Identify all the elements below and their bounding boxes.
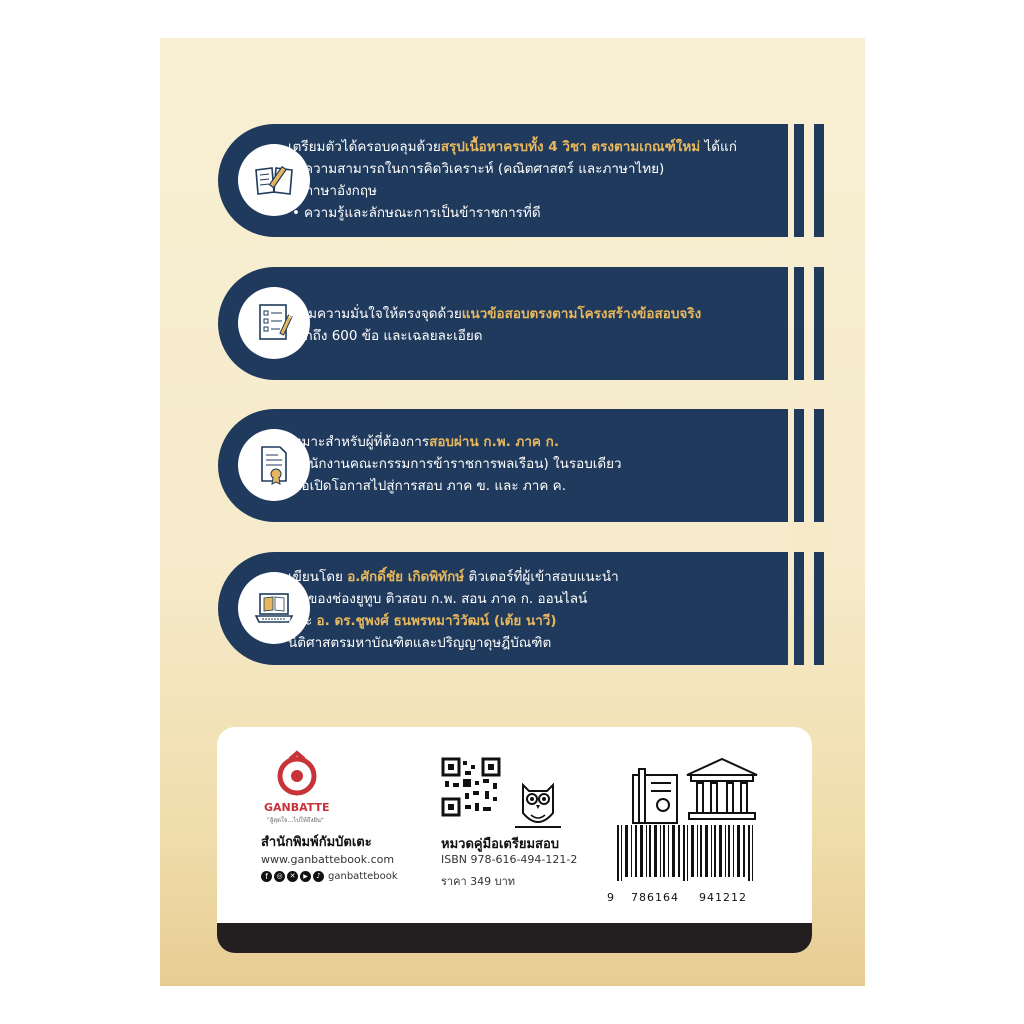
facebook-icon[interactable]: f xyxy=(261,871,272,882)
logo-text: GANBATTE xyxy=(264,801,330,814)
banner-4-text: เขียนโดย xyxy=(288,569,348,585)
banner-1-intro xyxy=(288,136,737,158)
banner-2-line-2: มากถึง 600 ข้อ และเฉลยละเอียด xyxy=(288,328,483,344)
bottom-bar xyxy=(217,923,812,953)
tiktok-icon[interactable]: ♪ xyxy=(313,871,324,882)
feature-banner-target xyxy=(218,409,788,522)
stripe-gap-mask xyxy=(790,522,830,552)
qr-code xyxy=(441,757,501,817)
bullet-item: • ภาษาอังกฤษ xyxy=(288,180,737,202)
banner-1-intro-suffix: ได้แก่ xyxy=(700,139,737,155)
book-category: หมวดคู่มือเตรียมสอบ xyxy=(441,837,560,852)
banner-3-text: เหมาะสำหรับผู้ที่ต้องการ xyxy=(288,434,430,450)
banner-4-line-3 xyxy=(288,610,619,632)
publisher-info-panel xyxy=(217,727,812,953)
stripe-gap-mask xyxy=(790,237,830,267)
feature-banner-content xyxy=(218,124,788,237)
publisher-website[interactable]: www.ganbattebook.com xyxy=(261,853,395,866)
banner-4-suffix: ติวเตอร์ที่ผู้เข้าสอบแนะนำ xyxy=(464,569,619,585)
banner-2-highlight: แนวข้อสอบตรงตามโครงสร้างข้อสอบจริง xyxy=(461,306,702,322)
youtube-icon[interactable]: ▶ xyxy=(300,871,311,882)
banner-1-highlight: สรุปเนื้อหาครบทั้ง 4 วิชา ตรงตามเกณฑ์ใหม่ xyxy=(440,139,701,155)
barcode-digits-right: 941212 xyxy=(699,891,747,904)
banner-2-line-1 xyxy=(288,303,701,325)
banner-2-text: เสริมความมั่นใจให้ตรงจุดด้วย xyxy=(288,306,462,322)
banner-3-line-2: (สำนักงานคณะกรรมการข้าราชการพลเรือน) ในรอบเดียว xyxy=(288,456,622,472)
banner-4-line-2: เจ้าของช่องยูทูบ ติวสอบ ก.พ. สอน ภาค ก. ออนไลน์ xyxy=(288,591,588,607)
barcode-digit-lead: 9 xyxy=(607,891,614,904)
bullet-item: • ความรู้และลักษณะการเป็นข้าราชการที่ดี xyxy=(288,202,737,224)
publisher-name: สำนักพิมพ์กัมบัตเตะ xyxy=(261,835,372,850)
price: ราคา 349 บาท xyxy=(441,875,516,888)
author-2-name: อ. ดร.ชูพงศ์ ธนพรหมาวิวัฒน์ (เต้ย นาวี) xyxy=(316,613,557,629)
bullet-item: • ความสามารถในการคิดวิเคราะห์ (คณิตศาสตร์ และภาษาไทย) xyxy=(288,158,737,180)
social-icons xyxy=(261,871,398,882)
banner-1-intro-text: เตรียมตัวได้ครอบคลุมด้วย xyxy=(288,139,441,155)
feature-banner-authors xyxy=(218,552,788,665)
logo-tagline: "สู้สุดใจ...ไปให้ถึงฝัน" xyxy=(267,817,324,824)
banner-4-line-4: นิติศาสตรมหาบัณฑิตและปริญญาดุษฎีบัณฑิต xyxy=(288,635,552,651)
barcode-illustration xyxy=(605,753,775,893)
banner-3-line-3: เพื่อเปิดโอกาสไปสู่การสอบ ภาค ข. และ ภาค ค. xyxy=(288,478,566,494)
barcode-digits-left: 786164 xyxy=(631,891,679,904)
stripe-gap-mask xyxy=(790,380,830,409)
x-icon[interactable]: ✕ xyxy=(287,871,298,882)
banner-3-line-1 xyxy=(288,431,622,453)
isbn: ISBN 978-616-494-121-2 xyxy=(441,853,578,866)
publisher-logo xyxy=(272,749,332,809)
instagram-icon[interactable]: ◎ xyxy=(274,871,285,882)
author-1-name: อ.ศักดิ์ชัย เกิดพิทักษ์ xyxy=(347,569,465,585)
banner-4-line-1 xyxy=(288,566,619,588)
owl-icon xyxy=(513,777,563,837)
feature-banner-questions xyxy=(218,267,788,380)
banner-3-highlight: สอบผ่าน ก.พ. ภาค ก. xyxy=(429,434,559,450)
banner-4-and: และ xyxy=(288,613,317,629)
social-handle: ganbattebook xyxy=(328,871,398,882)
